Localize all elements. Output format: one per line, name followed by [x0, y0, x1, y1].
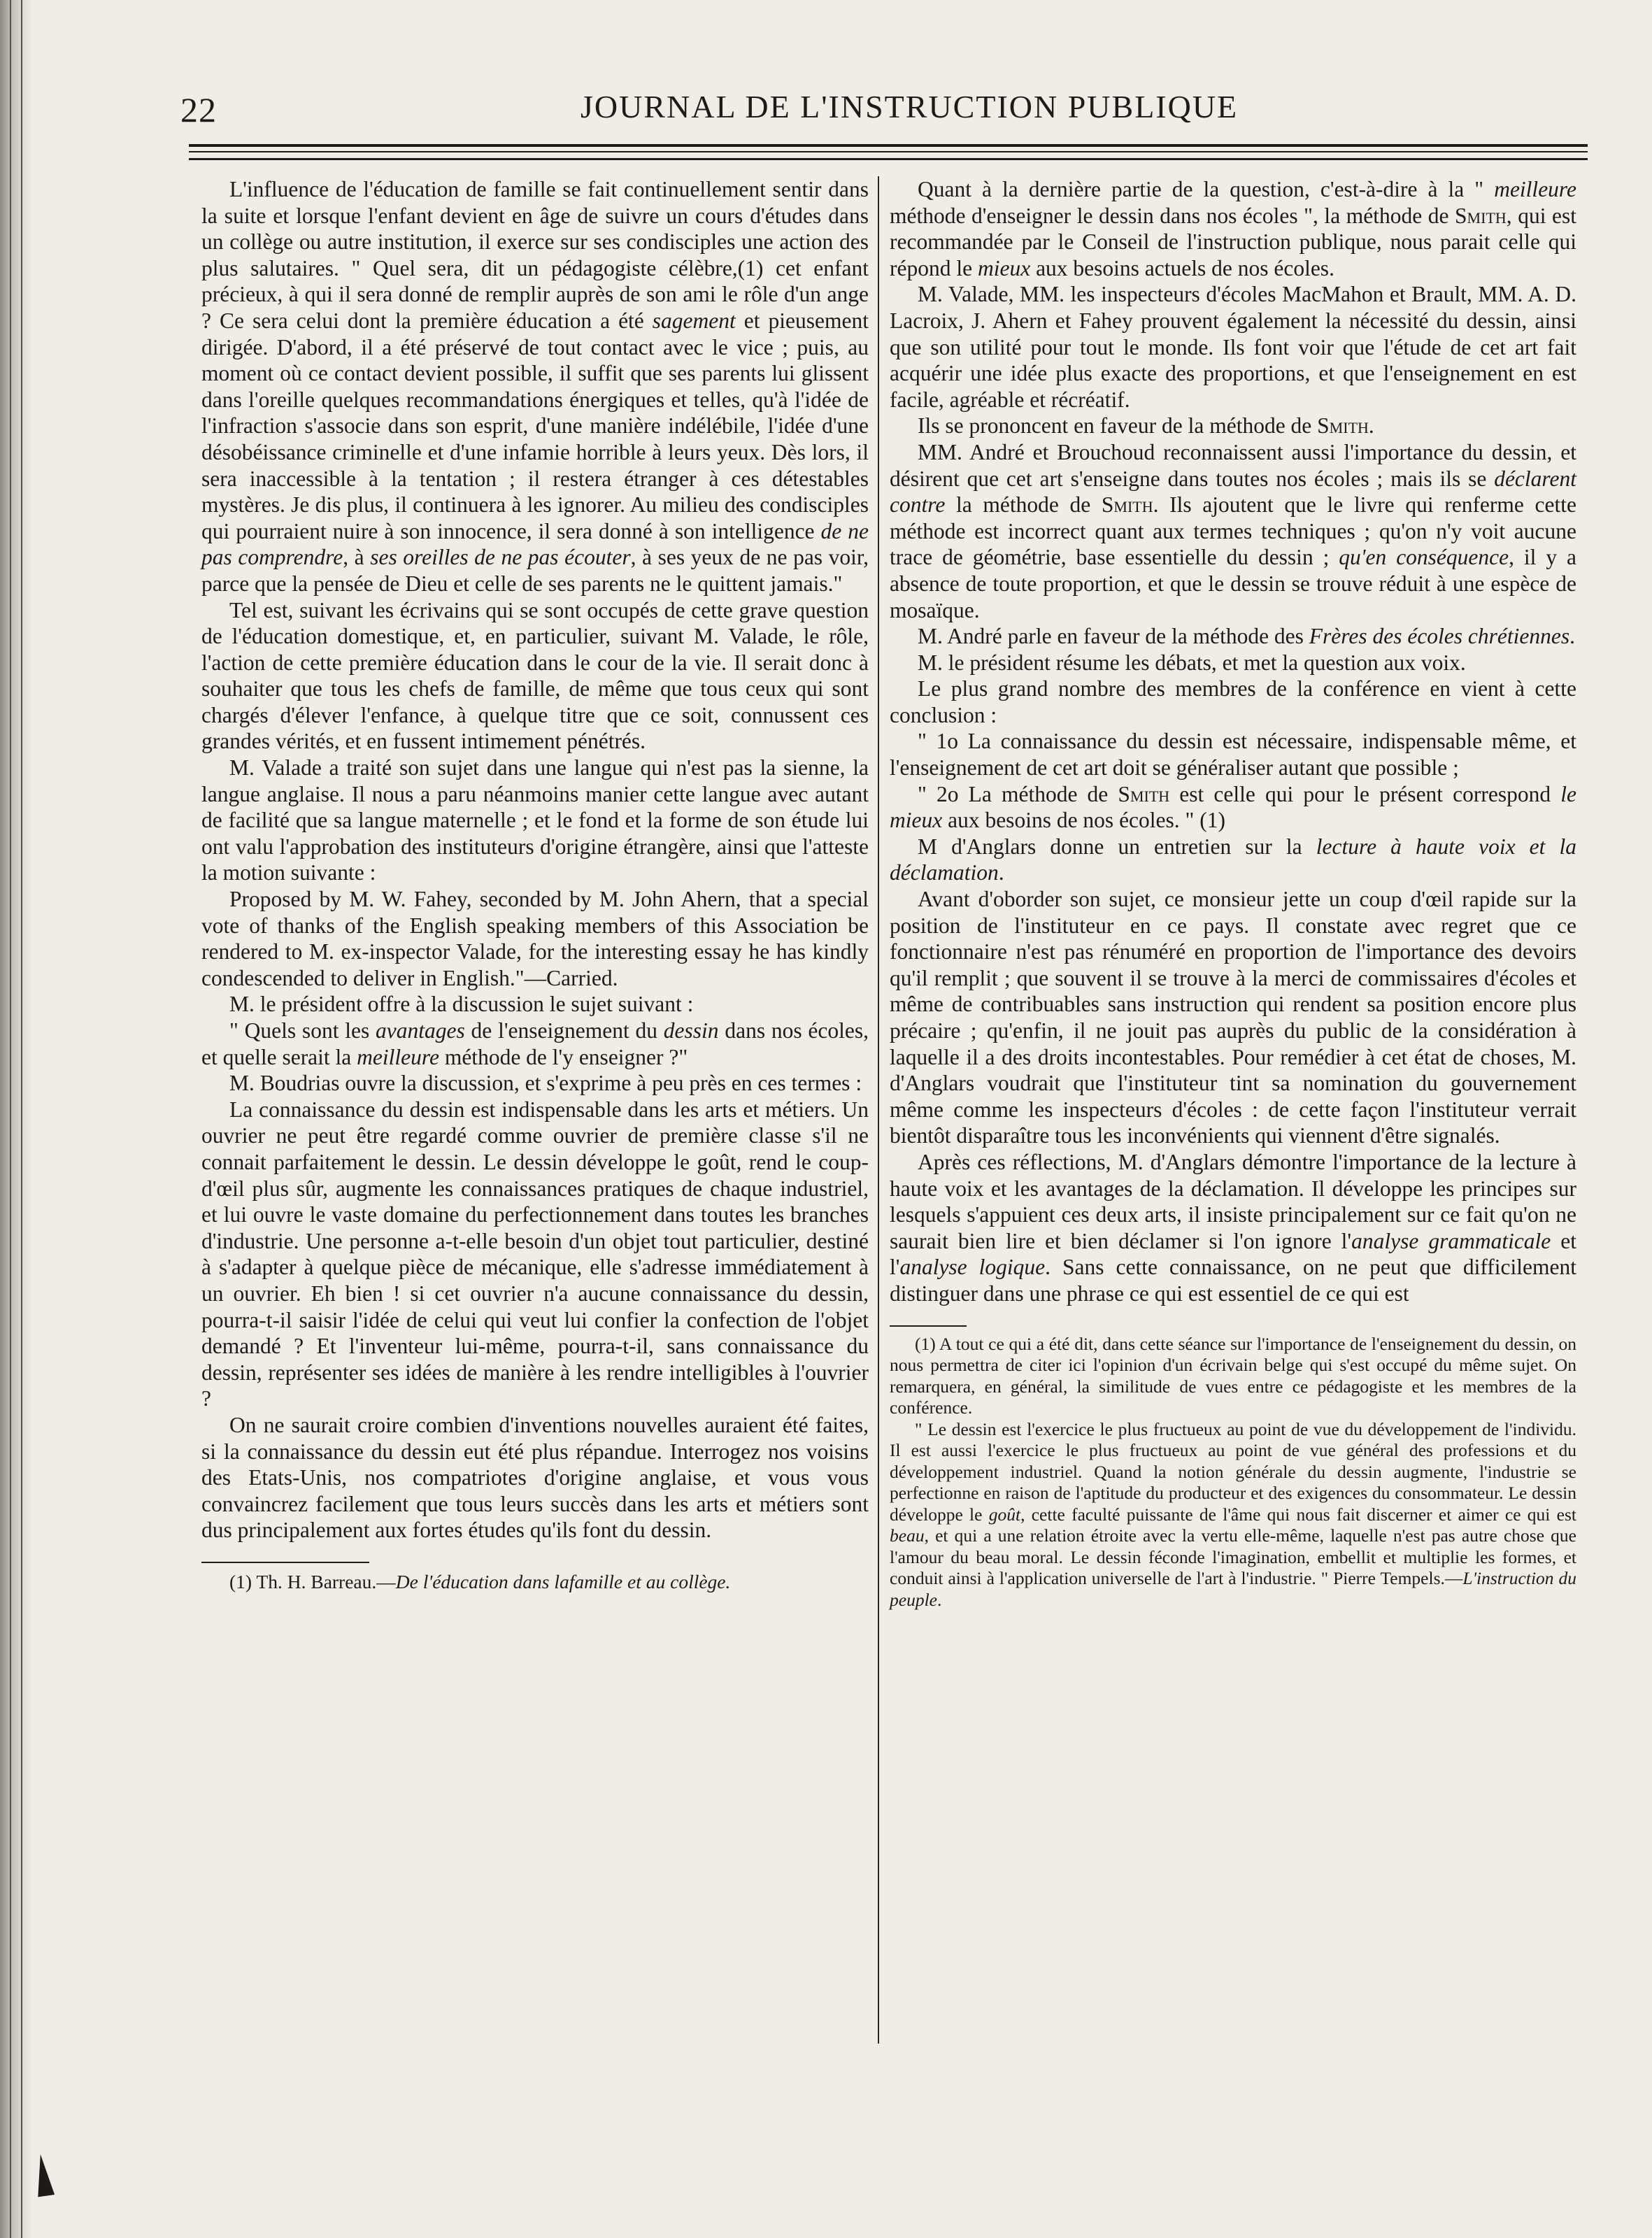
paragraph: Le plus grand nombre des membres de la conférence en vient à cette conclusion : — [890, 676, 1576, 727]
column-divider — [878, 176, 879, 2044]
running-title: JOURNAL DE L'INSTRUCTION PUBLIQUE — [581, 89, 1239, 124]
footnote-rule — [201, 1562, 369, 1563]
footnote-rule — [890, 1325, 967, 1327]
paragraph: L'influence de l'éducation de famille se fait continuellement sentir dans la suite et lorsque l'enfant devient en âge de suivre un cours d'études dans un collège ou autre institution, il exerce sur ses condisciples une action des plus salutaires. " Quel sera, dit un pédagogiste célèbre,(1) cet enfant précieux, à qui il sera donné de remplir auprès de son ami le rôle d'un ange ? Ce sera celui dont la première éducation a été sagement et pieusement dirigée. D'abord, il a été préservé de tout contact avec le vice ; puis, au moment où ce contact devient possible, il suffit que ses parents lui glissent dans l'oreille quelques recommandations énergiques et telles, qu'à l'idée de l'infraction s'associe dans son esprit, d'une manière indélébile, l'idée d'une désobéissance criminelle et d'une infamie horrible à leurs yeux. Dès lors, il sera inaccessible à la tentation ; il restera étranger à ces détestables mystères. Je dis plus, il continuera à les ignorer. Au milieu des condisciples qui pourraient nuire à son innocence, il sera donné à son intelligence de ne pas comprendre, à ses oreilles de ne pas écouter, à ses yeux de ne pas voir, parce que la pensée de Dieu et celle de ses parents ne le quittent jamais." — [201, 177, 869, 596]
paragraph: M d'Anglars donne un entretien sur la lecture à haute voix et la déclamation. — [890, 834, 1577, 885]
paragraph: M. Valade a traité son sujet dans une langue qui n'est pas la sienne, la langue anglaise. Il nous a paru néanmoins manier cette langue avec autant de facilité que sa langue maternelle ; et le fond et la forme de son étude lui ont valu l'approbation des instituteurs d'origine étrangère, ainsi que l'atteste la motion suivante : — [201, 755, 869, 885]
discussion-subject: " Quels sont les avantages de l'enseignement du dessin dans nos écoles, et quelle serait la meilleure méthode de l'y enseigner ?" — [201, 1018, 869, 1069]
paragraph: Quant à la dernière partie de la question, c'est-à-dire à la " meilleure méthode d'enseigner le dessin dans nos écoles ", la méthode de Smith, qui est recommandée par le Conseil de l'instruction publique, nous parait celle qui répond le mieux aux besoins actuels de nos écoles. — [890, 177, 1576, 280]
page-number: 22 — [180, 90, 217, 129]
paragraph: Ils se prononcent en faveur de la méthode de Smith. — [918, 413, 1374, 439]
left-column — [201, 176, 869, 1594]
conclusion-item: " 1o La connaissance du dessin est nécessaire, indispensable même, et l'enseignement de cet art doit se généraliser autant que possible ; — [890, 729, 1576, 781]
book-binding-edge — [0, 0, 32, 2238]
footnote: (1) Th. H. Barreau.—De l'éducation dans lafamille et au collège. — [229, 1570, 731, 1592]
paragraph: M. Boudrias ouvre la discussion, et s'exprime à peu près en ces termes : — [229, 1071, 862, 1096]
binding-line — [10, 0, 11, 2238]
page-corner-mark — [32, 2153, 55, 2197]
paragraph: Tel est, suivant les écrivains qui se sont occupés de cette grave question de l'éducation domestique, et, en particulier, suivant M. Valade, le rôle, l'action de cette première éducation dans le cour de la vie. Il serait donc à souhaiter que tous les chefs de famille, de même que tous ceux qui sont chargés d'élever l'enfance, à quelque titre que ce soit, connussent ces grandes vérités, et en fussent intimement pénétrés. — [201, 597, 869, 754]
header-rule — [189, 144, 1588, 147]
paragraph: Avant d'oborder son sujet, ce monsieur jette un coup d'œil rapide sur la position de l'instituteur en ce pays. Il constate avec regret que ce fonctionnaire n'est pas rénuméré en proportion de l'importance des devoirs qu'il remplit ; que souvent il se trouve à la merci de commissaires d'écoles et même de contribuables sans instruction qui rendent sa position encore plus précaire ; qu'enfin, il ne jouit pas auprès du public de la considération à laquelle il a des droits incontestables. Pour remédier à cet état de choses, M. d'Anglars voudrait que l'instituteur tint sa nomination du gouvernement même comme les inspecteurs d'écoles : de cette façon l'instituteur verrait bientôt disparaître tous les inconvénients qui viennent d'être signalés. — [890, 887, 1576, 1148]
paragraph: M. le président offre à la discussion le sujet suivant : — [229, 992, 694, 1017]
header-rule — [189, 151, 1588, 152]
footnote: (1) A tout ce qui a été dit, dans cette séance sur l'importance de l'enseignement du dessin, on nous permettra de citer ici l'opinion d'un écrivain belge qui s'est occupé du même sujet. On remarquera, en général, la similitude de vues entre ce pédagogiste et les membres de la conférence. — [890, 1333, 1576, 1418]
conclusion-item: " 2o La méthode de Smith est celle qui pour le présent correspond le mieux aux besoins de nos écoles. " (1) — [890, 781, 1576, 833]
paragraph: M. André parle en faveur de la méthode des Frères des écoles chrétiennes. — [918, 624, 1575, 649]
paragraph: M. le président résume les débats, et met la question aux voix. — [918, 650, 1466, 675]
header-rule — [189, 158, 1588, 160]
binding-line — [21, 0, 22, 2238]
paragraph: M. Valade, MM. les inspecteurs d'écoles MacMahon et Brault, MM. A. D. Lacroix, J. Ahern et Fahey prouvent également la nécessité du dessin, ainsi que son utilité pour tout le monde. Ils font voir que l'étude de cet art fait acquérir une idée plus exacte des proportions, et que l'enseignement en est facile, agréable et récréatif. — [890, 282, 1576, 412]
right-column — [890, 176, 1576, 1611]
paragraph: On ne saurait croire combien d'inventions nouvelles auraient été faites, si la connaissance du dessin eut été plus répandue. Interrogez nos voisins des Etats-Unis, nos compatriotes d'origine anglaise, et vous vous convaincrez facilement que tous leurs succès dans les arts et métiers sont dus principalement aux fortes études qu'ils font du dessin. — [201, 1412, 869, 1543]
paragraph: MM. André et Brouchoud reconnaissent aussi l'importance du dessin, et désirent que cet art s'enseigne dans toutes nos écoles ; mais ils se déclarent contre la méthode de Smith. Ils ajoutent que le livre qui renferme cette méthode est incorrect quant aux termes techniques ; qu'on n'y voit aucune trace de géométrie, base essentielle du dessin ; qu'en conséquence, il y a absence de toute proportion, et que le dessin se trouve réduit à une espèce de mosaïque. — [890, 439, 1576, 622]
paragraph: Après ces réflections, M. d'Anglars démontre l'importance de la lecture à haute voix et les avantages de la déclamation. Il développe les principes sur lesquels s'appuient ces deux arts, il insiste principalement sur ce fait qu'on ne saurait bien lire et bien déclamer si l'on ignore l'analyse grammaticale et l'analyse logique. Sans cette connaissance, on ne peut que difficilement distinguer dans une phrase ce qui est essentiel de ce qui est — [890, 1149, 1576, 1306]
paragraph: La connaissance du dessin est indispensable dans les arts et métiers. Un ouvrier ne peut être regardé comme ouvrier de première classe s'il ne connait parfaitement le dessin. Le dessin développe le goût, rend le coup-d'œil plus sûr, augmente les connaissances pratiques de chaque industriel, et lui ouvre le vaste domaine du perfectionnement dans toutes les branches d'industrie. Une personne a-t-elle besoin d'un objet tout particulier, destiné à s'adapter à quelque pièce de mécanique, elle s'adresse immédiatement à un ouvrier. Eh bien ! si cet ouvrier n'a aucune connaissance du dessin, pourra-t-il saisir l'idée de celui qui veut lui confier la confection de l'objet demandé ? Et l'inventeur lui-même, pourra-t-il, sans connaissance du dessin, représenter ses idées de manière à les rendre intelligibles à l'ouvrier ? — [201, 1097, 869, 1411]
english-motion: Proposed by M. W. Fahey, seconded by M. John Ahern, that a special vote of thanks of the English speaking members of this Association be rendered to M. ex-inspector Valade, for the interesting essay he has kindly condescended to deliver in English."—Carried. — [201, 887, 869, 990]
footnote-quote: " Le dessin est l'exercice le plus fructueux au point de vue du développement de l'individu. Il est aussi l'exercice le plus fructueux au point de vue général des professions et du développement industriel. Quand la notion générale du dessin augmente, l'industrie se perfectionne en raison de l'aptitude du producteur et des exigences du consommateur. Le dessin développe le goût, cette faculté puissante de l'âme qui nous fait discerner et aimer ce qui est beau, et qui a une relation étroite avec la vertu elle-même, laquelle n'est pas autre chose que l'amour du beau moral. Le dessin féconde l'imagination, embellit et multiplie les formes, et conduit ainsi à l'application universelle de l'art à l'industrie. " Pierre Tempels.—L'instruction du peuple. — [890, 1418, 1576, 1610]
